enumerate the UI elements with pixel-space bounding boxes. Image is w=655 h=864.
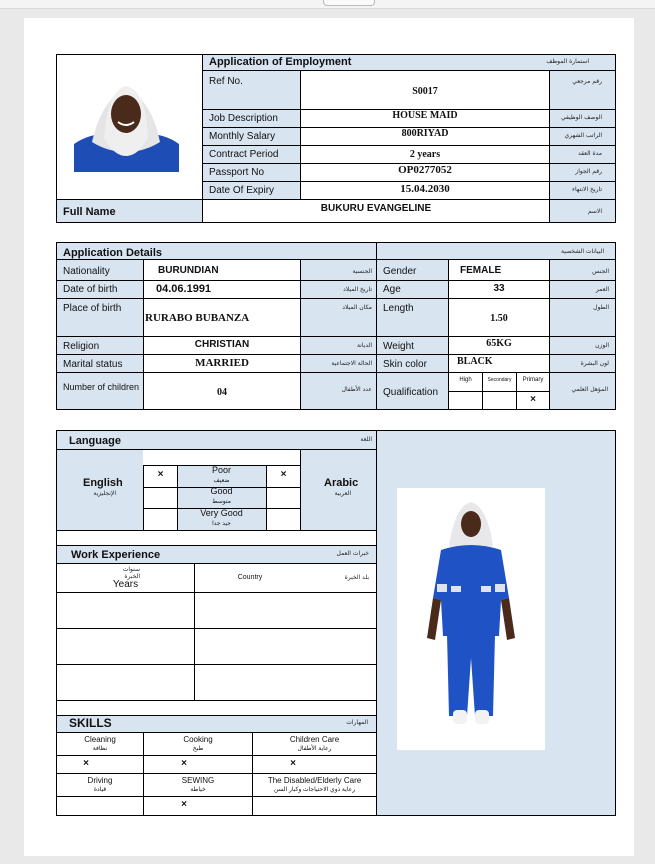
english-label-ar: الإنجليزية xyxy=(93,490,116,497)
ref-no-label-ar: رقم مرجعي xyxy=(572,78,602,85)
skill-cooking-label: Cooking xyxy=(183,735,213,744)
age-label: Age xyxy=(383,284,401,295)
monthly-salary-label-ar: الراتب الشهري xyxy=(564,132,602,139)
skill-cooking-mark: × xyxy=(181,758,187,769)
english-poor-mark: × xyxy=(157,469,164,480)
skill-disabled-elderly-care-label-ar: رعاية ذوي الاحتياجات وكبار السن xyxy=(273,787,356,793)
skill-cleaning-mark: × xyxy=(83,758,89,769)
language-title: Language xyxy=(69,435,121,447)
application-title: Application of Employment xyxy=(209,56,352,68)
level-poor-label: Poor xyxy=(211,465,231,475)
contract-period-label: Contract Period xyxy=(209,149,279,160)
weight-value: 65KG xyxy=(486,338,512,349)
contract-period-label-ar: مدة العقد xyxy=(578,150,602,157)
job-description-value: HOUSE MAID xyxy=(392,110,458,121)
gender-label: Gender xyxy=(383,266,417,277)
applicant-portrait-photo xyxy=(74,68,179,172)
passport-no-label: Passport No xyxy=(209,167,265,178)
length-label-ar: الطول xyxy=(593,304,609,311)
place-of-birth-value: RURABO BUBANZA xyxy=(145,312,250,324)
date-of-birth-label-ar: تاريخ الميلاد xyxy=(343,286,372,293)
date-of-expiry-label: Date Of Expiry xyxy=(209,185,275,196)
skill-cleaning-label: Cleaning xyxy=(84,735,116,744)
job-description-label: Job Description xyxy=(209,113,278,124)
religion-label: Religion xyxy=(63,341,100,352)
document-page xyxy=(24,18,634,856)
age-value: 33 xyxy=(493,283,505,294)
full-name-label-ar: الاسم xyxy=(587,208,602,215)
skill-disabled-elderly-care-label: The Disabled/Elderly Care xyxy=(267,776,362,785)
full-name-label: Full Name xyxy=(63,206,116,218)
skill-driving-label-ar: قيادة xyxy=(93,787,107,793)
skills-title: SKILLS xyxy=(69,716,112,730)
skill-children-care-label-ar: رعاية الأطفال xyxy=(297,746,332,752)
qualification-high-label: High xyxy=(459,377,472,383)
ref-no-value: S0017 xyxy=(412,86,438,97)
qualification-primary-label: Primary xyxy=(522,377,544,383)
number-of-children-value: 04 xyxy=(217,387,227,398)
skin-color-value: BLACK xyxy=(457,356,493,367)
skill-sewing-label-ar: خياطة xyxy=(190,787,206,793)
date-of-expiry-value: 15.04.2030 xyxy=(400,183,450,195)
years-label-ar: سنوات الخبرة xyxy=(122,566,140,580)
passport-no-value: OP0277052 xyxy=(398,164,452,176)
application-details-title-ar: البيانات الشخصية xyxy=(561,248,604,255)
number-of-children-label: Number of children xyxy=(63,382,140,392)
nationality-label: Nationality xyxy=(63,266,110,277)
skin-color-label-ar: لون البشرة xyxy=(580,360,609,367)
marital-status-value: MARRIED xyxy=(195,357,249,369)
level-very-good-label: Very Good xyxy=(200,508,243,518)
work-experience-title-ar: خبرات العمل xyxy=(336,550,369,557)
qualification-label-ar: المؤهل العلمي xyxy=(571,386,608,393)
monthly-salary-value: 800RIYAD xyxy=(401,128,449,139)
weight-label: Weight xyxy=(383,341,414,352)
full-name-value: BUKURU EVANGELINE xyxy=(320,203,432,214)
skill-children-care-label: Children Care xyxy=(289,735,340,744)
country-label-ar: بلد الخبرة xyxy=(344,574,369,581)
country-label: Country xyxy=(237,574,263,581)
qualification-primary-mark: × xyxy=(530,394,536,405)
marital-status-label-ar: الحالة الاجتماعية xyxy=(331,360,372,367)
date-of-expiry-label-ar: تاريخ الانتهاء xyxy=(572,186,602,193)
nationality-value: BURUNDIAN xyxy=(158,265,219,276)
number-of-children-label-ar: عدد الأطفال xyxy=(341,386,372,393)
qualification-secondary-label: Secondary xyxy=(487,377,512,383)
skill-driving-label: Driving xyxy=(87,776,113,785)
place-of-birth-label-ar: مكان الميلاد xyxy=(342,304,372,311)
skill-children-care-mark: × xyxy=(290,758,296,769)
skin-color-label: Skin color xyxy=(383,359,427,370)
ref-no-label: Ref No. xyxy=(209,76,243,87)
passport-no-label-ar: رقم الجواز xyxy=(575,168,602,175)
skill-sewing-mark: × xyxy=(181,799,187,810)
level-very-good-label-ar: جيد جدا xyxy=(212,521,231,527)
contract-period-value: 2 years xyxy=(409,149,441,160)
monthly-salary-label: Monthly Salary xyxy=(209,131,276,142)
applicant-full-body-photo xyxy=(397,488,545,750)
place-of-birth-label: Place of birth xyxy=(63,303,122,314)
length-label: Length xyxy=(383,303,414,314)
arabic-label: Arabic xyxy=(324,477,359,489)
gender-label-ar: الجنس xyxy=(592,268,609,275)
application-details-title: Application Details xyxy=(63,247,163,259)
level-poor-label-ar: ضعيف xyxy=(213,478,230,484)
level-good-label: Good xyxy=(210,486,233,496)
marital-status-label: Marital status xyxy=(63,359,123,370)
skill-cooking-label-ar: طبخ xyxy=(192,746,204,752)
application-title-ar: استمارة الموظف xyxy=(546,58,589,65)
religion-label-ar: الديانة xyxy=(356,342,372,349)
job-description-label-ar: الوصف الوظيفي xyxy=(560,114,602,121)
skill-cleaning-label-ar: نظافة xyxy=(92,746,108,752)
english-label: English xyxy=(83,477,123,489)
skills-title-ar: المهارات xyxy=(346,719,368,726)
date-of-birth-value: 04.06.1991 xyxy=(156,283,212,295)
arabic-label-ar: العربية xyxy=(334,490,351,497)
years-label: Years xyxy=(112,579,139,590)
arabic-poor-mark: × xyxy=(280,469,287,480)
qualification-label: Qualification xyxy=(383,387,439,398)
work-experience-title: Work Experience xyxy=(71,549,161,561)
level-good-label-ar: متوسط xyxy=(212,499,231,505)
length-value: 1.50 xyxy=(490,313,508,324)
language-title-ar: اللغة xyxy=(360,436,372,443)
weight-label-ar: الوزن xyxy=(595,342,609,349)
nationality-label-ar: الجنسية xyxy=(352,268,372,275)
gender-value: FEMALE xyxy=(460,265,502,276)
age-label-ar: العمر xyxy=(595,286,609,293)
date-of-birth-label: Date of birth xyxy=(63,284,118,295)
religion-value: CHRISTIAN xyxy=(194,339,250,350)
skill-sewing-label: SEWING xyxy=(181,776,215,785)
top-tab[interactable] xyxy=(323,0,375,6)
